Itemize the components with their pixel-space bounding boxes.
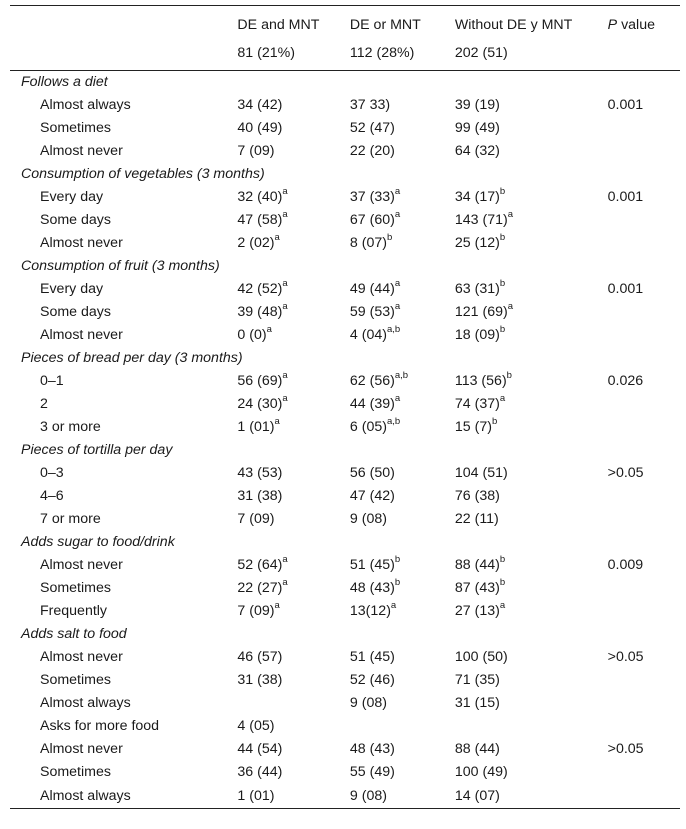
row-label: Almost always — [10, 784, 237, 809]
value-cell — [237, 692, 349, 715]
cell-value: 22 (20) — [349, 143, 395, 159]
cell-value: 67 (60) — [349, 212, 395, 228]
significance-superscript: a — [394, 209, 401, 221]
cell-value: 4 (05) — [237, 718, 275, 734]
p-value-cell — [608, 324, 680, 347]
value-cell — [350, 508, 455, 531]
row-label: Sometimes — [40, 672, 111, 688]
value-cell — [455, 324, 608, 347]
significance-superscript: a — [499, 600, 506, 612]
value-cell — [455, 508, 608, 531]
row-label: Almost never — [40, 741, 123, 757]
section-header-row — [10, 163, 680, 186]
cell-value: 100 (49) — [454, 764, 508, 780]
table-row — [10, 301, 680, 324]
p-value-cell: 0.001 — [607, 281, 644, 297]
p-value-cell — [608, 301, 680, 324]
value-cell — [455, 577, 608, 600]
cell-value: 143 (71) — [454, 212, 508, 228]
value-cell — [455, 393, 608, 416]
significance-superscript: b — [491, 416, 498, 428]
value-cell — [237, 140, 349, 163]
diet-habits-table — [10, 5, 680, 809]
significance-superscript: a — [274, 416, 280, 428]
significance-superscript: b — [499, 232, 506, 244]
value-cell — [350, 117, 455, 140]
significance-superscript: a — [274, 232, 280, 244]
significance-superscript: a,b — [394, 370, 409, 382]
value-cell — [455, 117, 608, 140]
cell-value: 7 (09) — [237, 143, 275, 159]
cell-value: 31 (15) — [454, 695, 500, 711]
value-cell — [237, 186, 349, 209]
row-label: Frequently — [40, 603, 108, 619]
value-cell — [455, 416, 608, 439]
cell-value: 7 (09) — [237, 603, 275, 619]
cell-value: 42 (52) — [237, 281, 283, 297]
row-label: Sometimes — [40, 580, 111, 596]
cell-value: 59 (53) — [349, 304, 395, 320]
value-cell — [455, 738, 608, 761]
table-body — [10, 71, 680, 809]
value-cell — [350, 186, 455, 209]
value-cell — [350, 485, 455, 508]
col-header-de-or-mnt: DE or MNT — [350, 6, 455, 45]
significance-superscript: a — [507, 301, 514, 313]
table-row — [10, 669, 680, 692]
significance-superscript: b — [394, 577, 401, 589]
cell-value: 27 (13) — [454, 603, 500, 619]
significance-superscript: a — [282, 209, 288, 221]
row-label: Some days — [40, 304, 111, 320]
p-value-cell: 0.001 — [607, 189, 644, 205]
cell-value: 47 (58) — [237, 212, 283, 228]
row-label: Asks for more food — [40, 718, 160, 734]
cell-value: 63 (31) — [454, 281, 500, 297]
count-de-and-mnt: 81 (21%) — [237, 44, 349, 71]
section-title: Adds sugar to food/drink — [21, 534, 175, 550]
section-header-row — [10, 439, 680, 462]
value-cell — [455, 554, 608, 577]
value-cell — [350, 554, 455, 577]
value-cell — [237, 462, 349, 485]
p-value-cell — [608, 232, 680, 255]
cell-value: 37 (33) — [349, 189, 395, 205]
significance-superscript: b — [499, 186, 506, 198]
section-header-row — [10, 71, 680, 95]
cell-value: 4 (04) — [349, 327, 387, 343]
section-title: Follows a diet — [21, 74, 108, 90]
table-row — [10, 784, 680, 809]
value-cell — [455, 140, 608, 163]
cell-value: 39 (19) — [454, 97, 500, 113]
cell-value: 51 (45) — [349, 649, 395, 665]
row-label: Almost never — [40, 235, 123, 251]
table-row — [10, 646, 680, 669]
value-cell — [237, 600, 349, 623]
count-de-or-mnt: 112 (28%) — [350, 44, 455, 71]
value-cell — [350, 692, 455, 715]
cell-value: 121 (69) — [454, 304, 508, 320]
p-value-word: value — [617, 17, 655, 33]
p-value-cell — [608, 140, 680, 163]
cell-value: 62 (56) — [349, 373, 395, 389]
value-cell — [350, 393, 455, 416]
p-value-cell — [608, 669, 680, 692]
row-label: 4–6 — [40, 488, 64, 504]
cell-value: 56 (69) — [237, 373, 283, 389]
significance-superscript: a — [394, 186, 401, 198]
significance-superscript: a — [394, 278, 401, 290]
value-cell — [237, 117, 349, 140]
row-label: 0–3 — [40, 465, 64, 481]
cell-value: 48 (43) — [349, 741, 395, 757]
significance-superscript: a — [282, 278, 288, 290]
cell-value: 24 (30) — [237, 396, 283, 412]
cell-value: 55 (49) — [349, 764, 395, 780]
cell-value: 22 (27) — [237, 580, 283, 596]
value-cell — [237, 278, 349, 301]
cell-value: 34 (42) — [237, 97, 283, 113]
value-cell — [350, 761, 455, 784]
row-label: Almost always — [40, 695, 131, 711]
header-counts-row — [10, 44, 680, 71]
section-title: Consumption of fruit (3 months) — [21, 258, 220, 274]
value-cell — [350, 301, 455, 324]
p-value-cell — [608, 577, 680, 600]
cell-value: 43 (53) — [237, 465, 283, 481]
significance-superscript: b — [499, 278, 506, 290]
value-cell — [455, 646, 608, 669]
value-cell — [350, 370, 455, 393]
value-cell — [350, 715, 455, 738]
value-cell — [237, 715, 349, 738]
cell-value: 48 (43) — [349, 580, 395, 596]
significance-superscript: a — [390, 600, 397, 612]
table-row — [10, 324, 680, 347]
significance-superscript: b — [499, 324, 506, 336]
value-cell — [455, 232, 608, 255]
cell-value: 9 (08) — [349, 695, 387, 711]
row-label: 3 or more — [40, 419, 101, 435]
significance-superscript: a — [282, 186, 288, 198]
cell-value: 113 (56) — [454, 373, 507, 389]
cell-value: 52 (46) — [349, 672, 395, 688]
significance-superscript: a — [282, 370, 288, 382]
value-cell — [350, 669, 455, 692]
value-cell — [350, 278, 455, 301]
cell-value: 8 (07) — [349, 235, 387, 251]
row-label: 2 — [40, 396, 48, 412]
cell-value: 44 (39) — [349, 396, 395, 412]
value-cell — [455, 301, 608, 324]
significance-superscript: a — [274, 600, 280, 612]
value-cell — [237, 324, 349, 347]
section-title: Pieces of bread per day (3 months) — [21, 350, 243, 366]
significance-superscript: a — [499, 393, 506, 405]
table-row — [10, 485, 680, 508]
section-header-row — [10, 255, 680, 278]
row-label: Some days — [40, 212, 111, 228]
cell-value: 9 (08) — [349, 511, 387, 527]
row-label: Almost never — [40, 327, 123, 343]
cell-value: 13(12) — [349, 603, 391, 619]
row-label: Almost never — [40, 143, 123, 159]
cell-value: 36 (44) — [237, 764, 283, 780]
row-label: 0–1 — [40, 373, 64, 389]
value-cell — [455, 600, 608, 623]
value-cell — [350, 209, 455, 232]
value-cell — [455, 278, 608, 301]
count-p-blank — [608, 44, 680, 71]
p-value-cell — [608, 209, 680, 232]
p-value-cell — [608, 692, 680, 715]
cell-value: 6 (05) — [349, 419, 387, 435]
cell-value: 88 (44) — [454, 741, 500, 757]
value-cell — [350, 784, 455, 809]
value-cell — [237, 370, 349, 393]
value-cell — [237, 646, 349, 669]
value-cell — [455, 209, 608, 232]
cell-value: 46 (57) — [237, 649, 283, 665]
table-row — [10, 140, 680, 163]
cell-value: 51 (45) — [349, 557, 395, 573]
row-label: 7 or more — [40, 511, 101, 527]
value-cell — [455, 186, 608, 209]
row-label: Every day — [40, 189, 104, 205]
significance-superscript: b — [506, 370, 512, 382]
cell-value: 40 (49) — [237, 120, 283, 136]
table-row — [10, 508, 680, 531]
row-label: Almost never — [40, 649, 123, 665]
value-cell — [237, 485, 349, 508]
col-header-without-de-mnt: Without DE y MNT — [455, 6, 608, 45]
table-row — [10, 715, 680, 738]
significance-superscript: a,b — [386, 324, 401, 336]
value-cell — [350, 600, 455, 623]
value-cell — [350, 416, 455, 439]
col-header-de-and-mnt: DE and MNT — [237, 6, 349, 45]
value-cell — [237, 784, 349, 809]
p-value-cell: >0.05 — [607, 465, 644, 481]
value-cell — [237, 669, 349, 692]
value-cell — [455, 94, 608, 117]
cell-value: 18 (09) — [454, 327, 500, 343]
value-cell — [237, 554, 349, 577]
section-title: Adds salt to food — [21, 626, 127, 642]
cell-value: 1 (01) — [237, 419, 275, 435]
cell-value: 1 (01) — [237, 787, 275, 804]
value-cell — [237, 577, 349, 600]
significance-superscript: b — [499, 554, 506, 566]
value-cell — [237, 738, 349, 761]
cell-value: 104 (51) — [454, 465, 508, 481]
p-value-cell — [608, 715, 680, 738]
table-row — [10, 232, 680, 255]
row-label: Sometimes — [40, 120, 111, 136]
value-cell — [237, 393, 349, 416]
significance-superscript: a — [266, 324, 272, 336]
cell-value: 14 (07) — [454, 787, 500, 804]
section-title: Pieces of tortilla per day — [21, 442, 173, 458]
p-letter: P — [607, 17, 618, 33]
row-label: Almost always — [40, 97, 131, 113]
cell-value: 74 (37) — [454, 396, 500, 412]
cell-value: 25 (12) — [454, 235, 500, 251]
section-header-row — [10, 347, 680, 370]
value-cell — [455, 784, 608, 809]
p-value-cell — [608, 761, 680, 784]
table-row — [10, 600, 680, 623]
value-cell — [350, 462, 455, 485]
section-header-row — [10, 531, 680, 554]
p-value-cell — [608, 784, 680, 809]
cell-value: 2 (02) — [237, 235, 275, 251]
cell-value: 47 (42) — [349, 488, 395, 504]
value-cell — [350, 232, 455, 255]
p-value-cell — [608, 485, 680, 508]
value-cell — [237, 209, 349, 232]
cell-value: 56 (50) — [349, 465, 395, 481]
cell-value: 87 (43) — [454, 580, 500, 596]
significance-superscript: a — [282, 554, 288, 566]
cell-value: 52 (64) — [237, 557, 283, 573]
table-row — [10, 761, 680, 784]
table-row — [10, 278, 680, 301]
significance-superscript: a — [507, 209, 514, 221]
cell-value: 37 33) — [349, 97, 391, 113]
significance-superscript: a — [282, 393, 288, 405]
cell-value: 34 (17) — [454, 189, 500, 205]
significance-superscript: a,b — [386, 416, 401, 428]
significance-superscript: b — [386, 232, 393, 244]
significance-superscript: b — [394, 554, 401, 566]
table-row — [10, 370, 680, 393]
row-label: Almost never — [40, 557, 123, 573]
table-row — [10, 209, 680, 232]
value-cell — [455, 715, 608, 738]
cell-value: 39 (48) — [237, 304, 283, 320]
cell-value: 49 (44) — [349, 281, 395, 297]
table-row — [10, 186, 680, 209]
value-cell — [350, 140, 455, 163]
significance-superscript: a — [394, 393, 401, 405]
table-row — [10, 462, 680, 485]
p-value-cell: 0.001 — [607, 97, 644, 113]
cell-value: 99 (49) — [454, 120, 500, 136]
cell-value: 44 (54) — [237, 741, 283, 757]
value-cell — [350, 738, 455, 761]
value-cell — [455, 692, 608, 715]
value-cell — [237, 416, 349, 439]
value-cell — [350, 324, 455, 347]
p-value-cell — [608, 393, 680, 416]
cell-value: 88 (44) — [454, 557, 500, 573]
cell-value: 15 (7) — [454, 419, 492, 435]
table-row — [10, 692, 680, 715]
cell-value: 32 (40) — [237, 189, 283, 205]
table-row — [10, 94, 680, 117]
cell-value: 76 (38) — [454, 488, 500, 504]
value-cell — [455, 761, 608, 784]
value-cell — [350, 646, 455, 669]
significance-superscript: a — [282, 301, 288, 313]
row-label: Sometimes — [40, 764, 111, 780]
p-value-cell — [608, 508, 680, 531]
header-row — [10, 6, 680, 45]
value-cell — [237, 94, 349, 117]
cell-value: 7 (09) — [237, 511, 275, 527]
p-value-cell — [608, 117, 680, 140]
significance-superscript: a — [282, 577, 288, 589]
value-cell — [455, 485, 608, 508]
value-cell — [455, 370, 608, 393]
cell-value: 22 (11) — [454, 511, 499, 527]
cell-value: 100 (50) — [454, 649, 508, 665]
value-cell — [237, 301, 349, 324]
cell-value: 52 (47) — [349, 120, 395, 136]
p-value-cell: >0.05 — [607, 649, 644, 665]
count-without-de-mnt: 202 (51) — [455, 44, 608, 71]
significance-superscript: b — [499, 577, 506, 589]
p-value-cell — [608, 416, 680, 439]
section-title: Consumption of vegetables (3 months) — [21, 166, 265, 182]
p-value-cell: 0.009 — [607, 557, 644, 573]
significance-superscript: a — [394, 301, 401, 313]
cell-value: 9 (08) — [349, 787, 387, 804]
table-row — [10, 393, 680, 416]
value-cell — [350, 577, 455, 600]
value-cell — [237, 761, 349, 784]
cell-value: 64 (32) — [454, 143, 500, 159]
value-cell — [237, 508, 349, 531]
header-blank-cell — [10, 6, 237, 45]
col-header-p-value — [608, 6, 680, 45]
p-value-cell: >0.05 — [607, 741, 644, 757]
p-value-cell: 0.026 — [607, 373, 644, 389]
counts-blank-cell — [10, 44, 237, 71]
cell-value: 31 (38) — [237, 672, 283, 688]
cell-value: 71 (35) — [454, 672, 500, 688]
cell-value: 0 (0) — [237, 327, 267, 343]
table-row — [10, 738, 680, 761]
table-row — [10, 117, 680, 140]
row-label: Every day — [40, 281, 104, 297]
p-value-cell — [608, 600, 680, 623]
value-cell — [455, 669, 608, 692]
cell-value: 31 (38) — [237, 488, 283, 504]
table-row — [10, 554, 680, 577]
section-header-row — [10, 623, 680, 646]
table-row — [10, 416, 680, 439]
value-cell — [455, 462, 608, 485]
table-row — [10, 577, 680, 600]
value-cell — [237, 232, 349, 255]
value-cell — [350, 94, 455, 117]
